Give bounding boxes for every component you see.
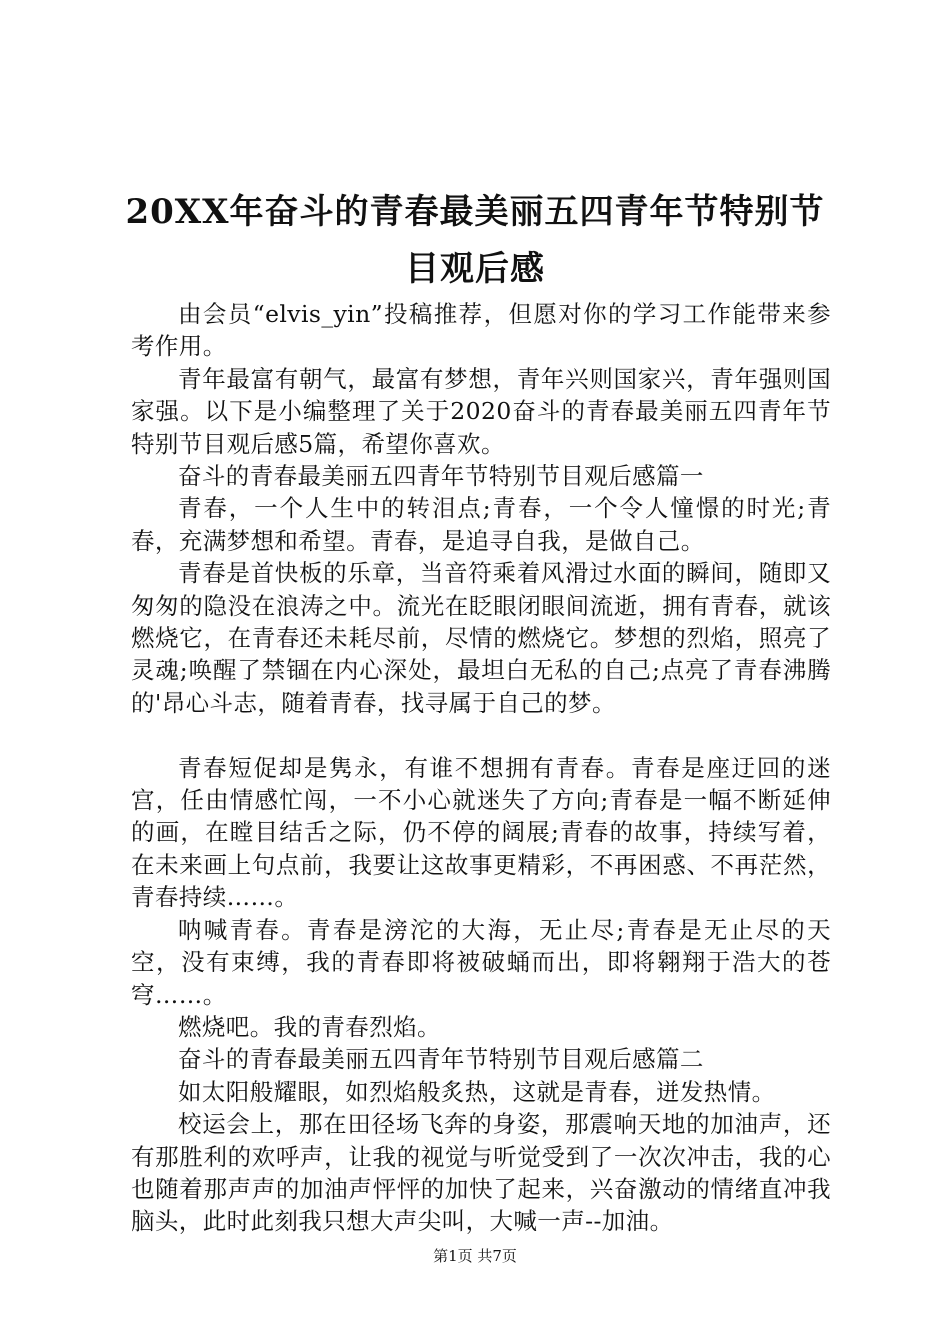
paragraph-preface: 青年最富有朝气，最富有梦想，青年兴则国家兴，青年强则国家强。以下是小编整理了关于2020奋斗的青春最美丽五四青年节特别节目观后感5篇，希望你喜欢。 xyxy=(131,364,831,458)
paragraph: 燃烧吧。我的青春烈焰。 xyxy=(178,1012,441,1041)
document-title-line-2: 目观后感 xyxy=(405,249,545,289)
document-body xyxy=(131,298,831,1238)
section-heading-1: 奋斗的青春最美丽五四青年节特别节目观后感篇一 xyxy=(178,462,704,491)
paragraph: 青春，一个人生中的转泪点;青春，一个令人憧憬的时光;青春，充满梦想和希望。青春，是追寻自我，是做自己。 xyxy=(131,494,831,555)
paragraph-intro: 由会员“elvis_yin”投稿推荐，但愿对你的学习工作能带来参考作用。 xyxy=(131,300,831,361)
paragraph: 呐喊青春。青春是滂沱的大海，无止尽;青春是无止尽的天空，没有束缚，我的青春即将被破蛹而出，即将翱翔于浩大的苍穹……。 xyxy=(131,915,831,1009)
paragraph: 青春是首快板的乐章，当音符乘着风滑过水面的瞬间，随即又匆匆的隐没在浪涛之中。流光在眨眼闭眼间流逝，拥有青春，就该燃烧它，在青春还未耗尽前，尽情的燃烧它。梦想的烈焰，照亮了灵魂;唤醒了禁锢在内心深处，最坦白无私的自己;点亮了青春沸腾的'昂心斗志，随着青春，找寻属于自己的梦。 xyxy=(131,559,831,717)
paragraph: 青春短促却是隽永，有谁不想拥有青春。青春是座迂回的迷宫，任由情感忙闯，一不小心就迷失了方向;青春是一幅不断延伸的画，在瞠目结舌之际，仍不停的阔展;青春的故事，持续写着，在未来画上句点前，我要让这故事更精彩，不再困惑、不再茫然，青春持续……。 xyxy=(131,753,831,912)
section-heading-2: 奋斗的青春最美丽五四青年节特别节目观后感篇二 xyxy=(178,1045,704,1074)
document-title-line-1: 20XX年奋斗的青春最美丽五四青年节特别节 xyxy=(125,192,825,232)
paragraph: 如太阳般耀眼，如烈焰般炙热，这就是青春，迸发热情。 xyxy=(178,1077,776,1106)
page-footer: 第1页 共7页 xyxy=(433,1247,517,1265)
paragraph: 校运会上，那在田径场飞奔的身姿，那震响天地的加油声，还有那胜利的欢呼声，让我的视觉与听觉受到了一次次冲击，我的心也随着那声声的加油声怦怦的加快了起来，兴奋激动的情绪直冲我脑头，此时此刻我只想大声尖叫，大喊一声--加油。 xyxy=(131,1110,831,1236)
